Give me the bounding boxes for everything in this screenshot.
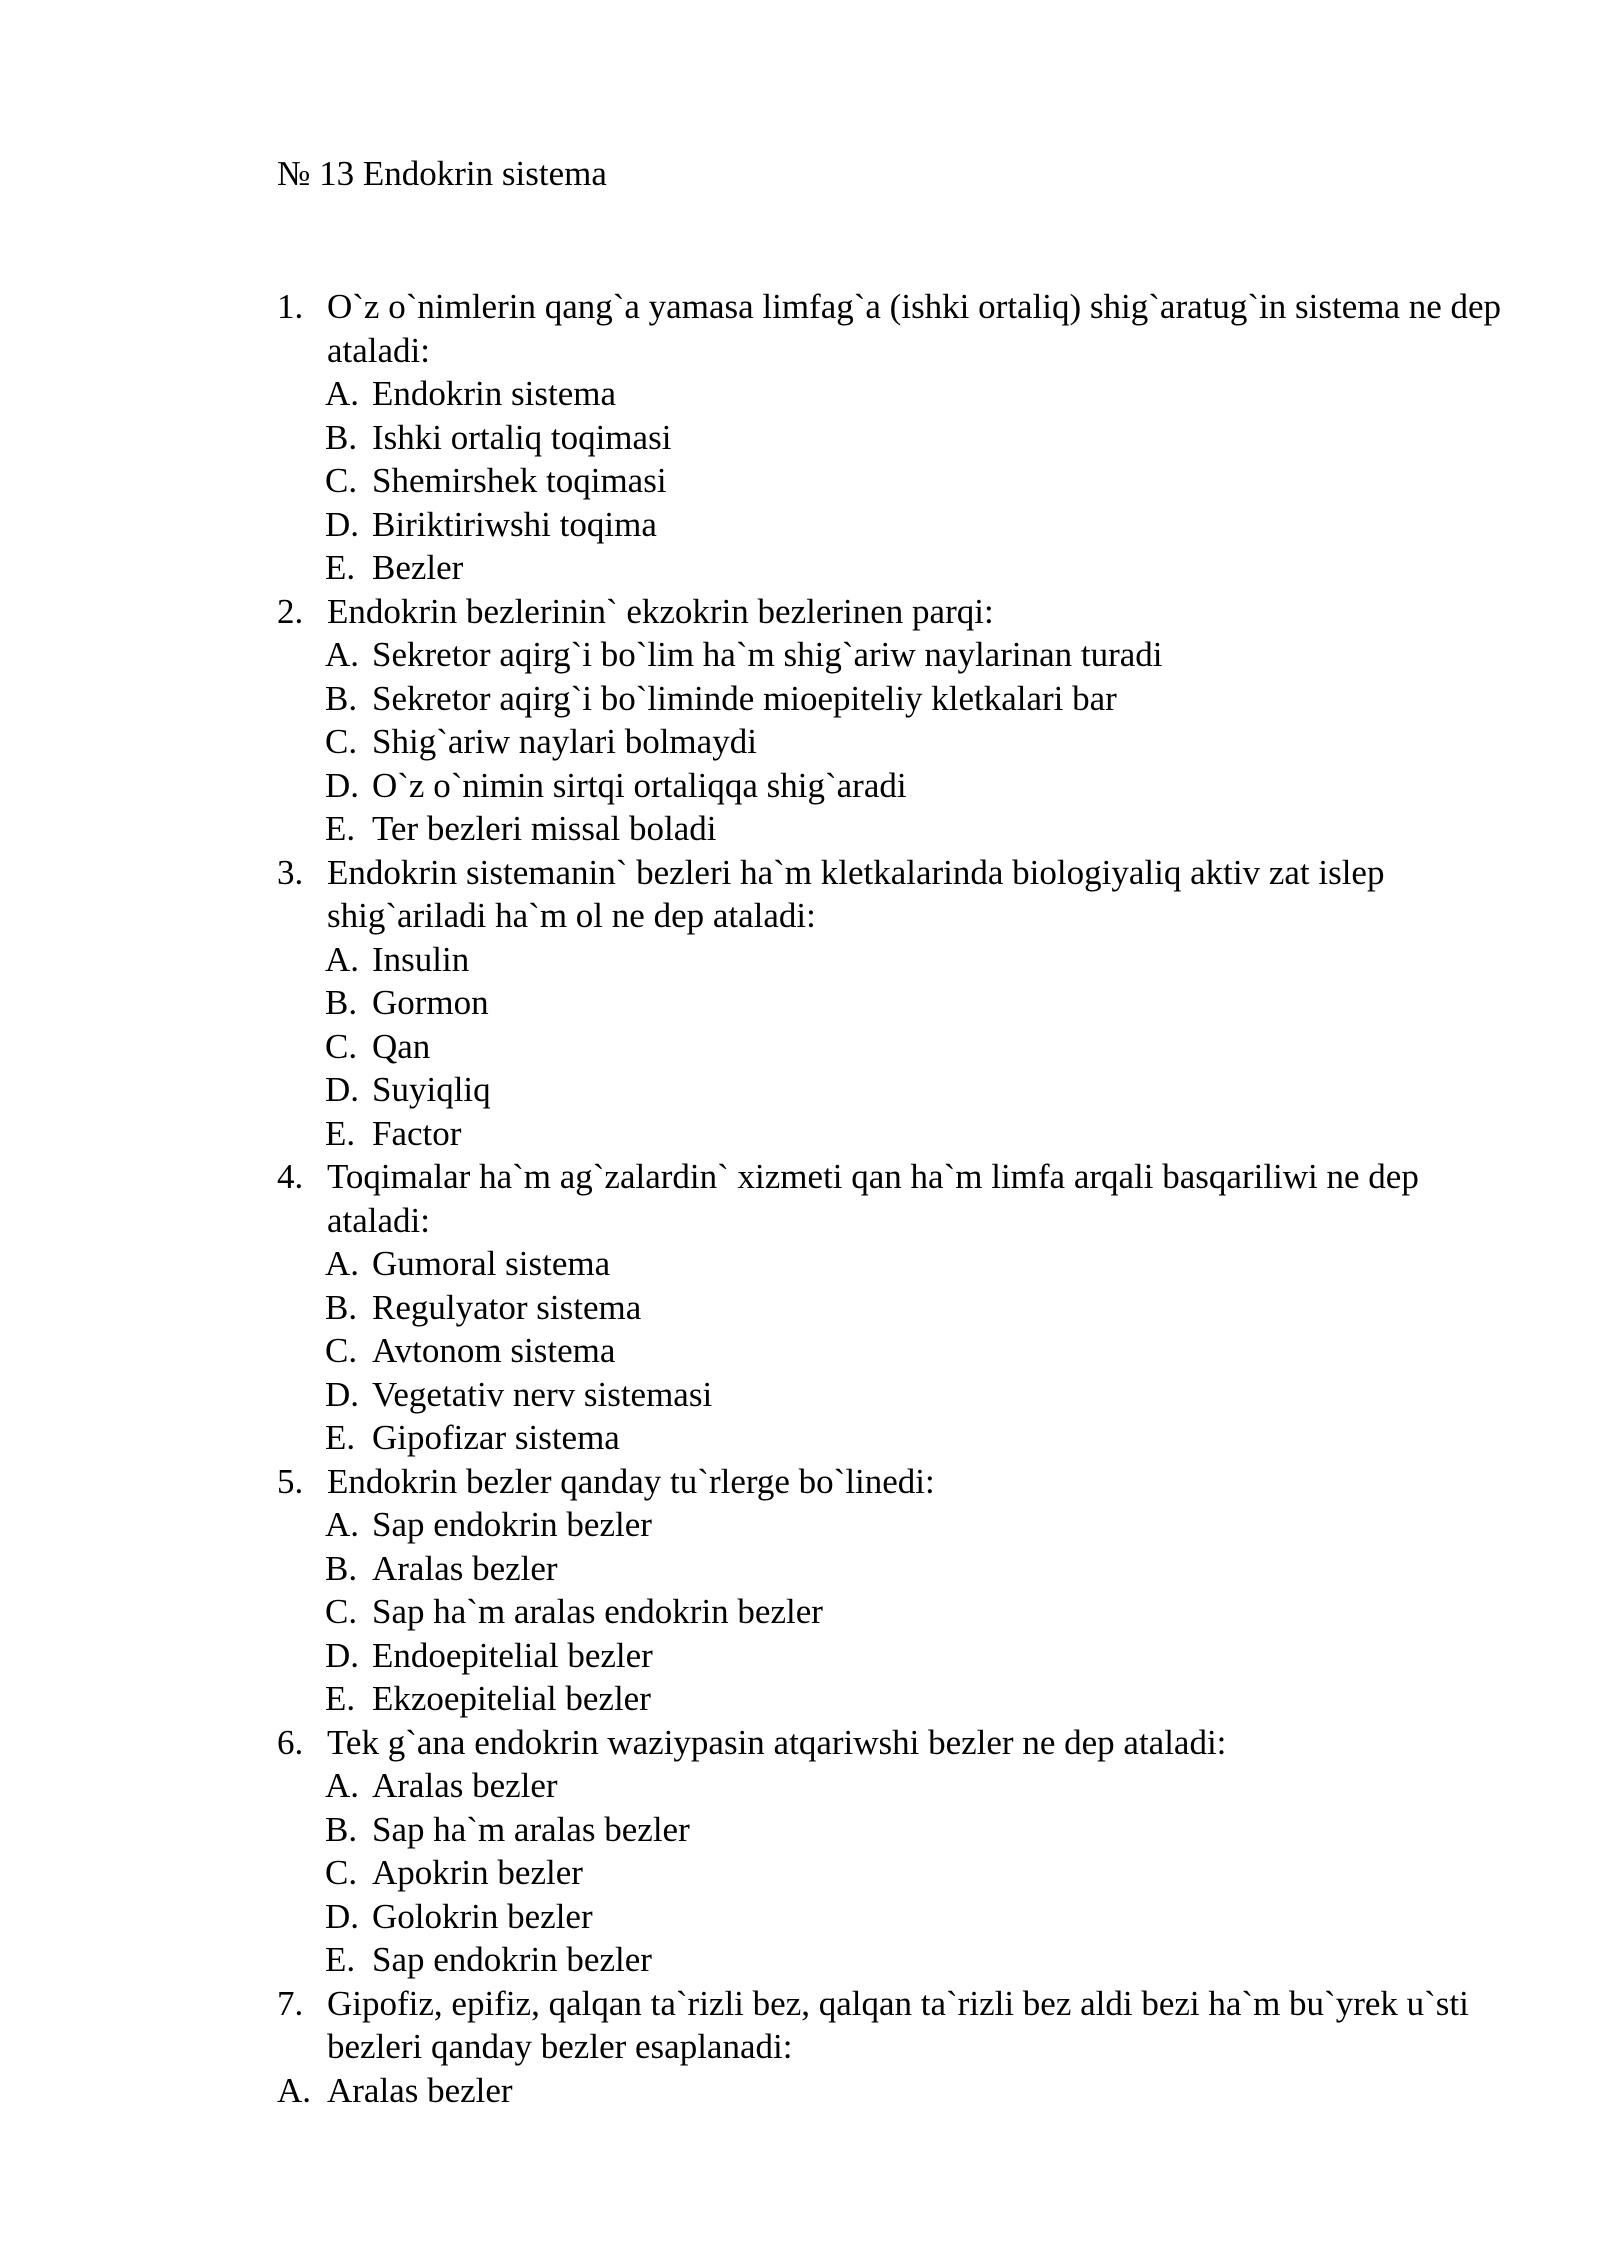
option-letter: D.: [325, 765, 360, 805]
question-2: [277, 590, 1507, 634]
option-text: O`z o`nimin sirtqi ortaliqqa shig`aradi: [372, 765, 907, 805]
question-number: 3.: [277, 852, 304, 892]
option-text: Factor: [372, 1113, 462, 1153]
option-letter: A.: [277, 2070, 312, 2110]
option-letter: A.: [325, 374, 360, 413]
answer-option: [325, 1634, 1507, 1678]
document-title: № 13 Endokrin sistema: [277, 154, 607, 193]
question-text: Endokrin bezler qanday tu`rlerge bo`linedi:: [327, 1461, 935, 1501]
answer-option: [325, 764, 1507, 808]
answer-option: [325, 720, 1507, 764]
option-letter: E.: [325, 1940, 356, 1979]
option-letter: A.: [325, 1244, 360, 1283]
option-letter: B.: [325, 678, 358, 718]
question-6: [277, 1721, 1507, 1765]
option-text: Suyiqliq: [372, 1070, 491, 1109]
option-text: Bezler: [372, 548, 464, 587]
answer-option: [325, 503, 1507, 547]
option-text: Sekretor aqirg`i bo`lim ha`m shig`ariw naylarinan turadi: [372, 635, 1163, 674]
option-letter: E.: [325, 1679, 356, 1718]
option-text: Ishki ortaliq toqimasi: [372, 417, 672, 457]
answer-option: [325, 1329, 1507, 1373]
answer-option: [325, 372, 1507, 416]
option-letter: A.: [325, 1766, 360, 1805]
option-text: Apokrin bezler: [372, 1853, 583, 1892]
option-letter: C.: [325, 1592, 358, 1631]
option-text: Gipofizar sistema: [372, 1418, 620, 1457]
option-text: Golokrin bezler: [372, 1896, 593, 1936]
answer-option: [325, 938, 1507, 982]
option-letter: D.: [325, 1635, 360, 1675]
option-text: Qan: [372, 1026, 431, 1066]
answer-option: [325, 1590, 1507, 1634]
question-number: 5.: [277, 1461, 304, 1501]
answer-option: [325, 981, 1507, 1025]
answer-option: [325, 1895, 1507, 1939]
question-text: Gipofiz, epifiz, qalqan ta`rizli bez, qalqan ta`rizli bez aldi bezi ha`m bu`yrek u`sti bezleri qanday bezler esaplanadi:: [327, 1983, 1469, 2066]
question-text: Tek g`ana endokrin waziypasin atqariwshi bezler ne dep ataladi:: [327, 1722, 1227, 1762]
option-letter: D.: [325, 1070, 360, 1109]
option-letter: C.: [325, 1853, 358, 1892]
question-number: 1.: [277, 287, 304, 326]
question-text: Toqimalar ha`m ag`zalardin` xizmeti qan ha`m limfa arqali basqariliwi ne dep ataladi:: [327, 1157, 1419, 1240]
answer-option: [325, 1764, 1507, 1808]
option-text: Aralas bezler: [327, 2070, 513, 2110]
option-letter: C.: [325, 1026, 358, 1066]
answer-option: [325, 1503, 1507, 1547]
question-text: Endokrin sistemanin` bezleri ha`m kletkalarinda biologiyaliq aktiv zat islep shig`ariladi ha`m ol ne dep ataladi:: [327, 852, 1385, 935]
answer-option: [277, 2069, 1507, 2113]
option-letter: A.: [325, 1505, 360, 1544]
option-text: Endokrin sistema: [372, 374, 616, 413]
option-letter: E.: [325, 1418, 356, 1457]
option-letter: D.: [325, 1896, 360, 1936]
option-letter: E.: [325, 548, 356, 587]
question-number: 7.: [277, 1983, 304, 2023]
option-letter: B.: [325, 983, 358, 1022]
option-text: Gumoral sistema: [372, 1244, 611, 1283]
answer-option: [325, 1677, 1507, 1721]
question-3: [277, 851, 1507, 938]
option-text: Ekzoepitelial bezler: [372, 1679, 651, 1718]
option-letter: B.: [325, 1287, 358, 1327]
option-text: Gormon: [372, 983, 489, 1022]
answer-option: [325, 633, 1507, 677]
option-text: Avtonom sistema: [372, 1331, 616, 1370]
option-letter: B.: [325, 417, 358, 457]
option-letter: B.: [325, 1809, 358, 1849]
option-letter: E.: [325, 1113, 356, 1153]
option-text: Shig`ariw naylari bolmaydi: [372, 722, 757, 761]
option-letter: C.: [325, 1331, 358, 1370]
option-text: Aralas bezler: [372, 1766, 558, 1805]
question-7: [277, 1982, 1507, 2069]
question-number: 4.: [277, 1157, 304, 1196]
answer-option: [325, 677, 1507, 721]
option-letter: E.: [325, 809, 356, 848]
option-text: Shemirshek toqimasi: [372, 461, 667, 500]
answer-option: [325, 546, 1507, 590]
option-text: Aralas bezler: [372, 1548, 558, 1588]
option-text: Regulyator sistema: [372, 1287, 642, 1327]
answer-option: [325, 1938, 1507, 1982]
answer-option: [325, 1373, 1507, 1417]
question-5: [277, 1460, 1507, 1504]
question-number: 6.: [277, 1722, 304, 1762]
option-letter: A.: [325, 635, 360, 674]
question-list: [277, 285, 1507, 2112]
answer-option: [325, 459, 1507, 503]
option-letter: C.: [325, 461, 358, 500]
question-1: [277, 285, 1507, 372]
option-letter: C.: [325, 722, 358, 761]
answer-option: [325, 1547, 1507, 1591]
option-letter: A.: [325, 939, 360, 979]
answer-option: [325, 807, 1507, 851]
answer-option: [325, 1808, 1507, 1852]
option-text: Vegetativ nerv sistemasi: [372, 1374, 713, 1414]
option-text: Sekretor aqirg`i bo`liminde mioepiteliy kletkalari bar: [372, 678, 1117, 718]
option-text: Ter bezleri missal boladi: [372, 809, 717, 848]
option-text: Sap endokrin bezler: [372, 1940, 652, 1979]
option-text: Endoepitelial bezler: [372, 1635, 653, 1675]
answer-option: [325, 1112, 1507, 1156]
question-text: Endokrin bezlerinin` ekzokrin bezlerinen parqi:: [327, 591, 994, 631]
option-text: Biriktiriwshi toqima: [372, 504, 657, 544]
question-number: 2.: [277, 591, 304, 631]
option-letter: D.: [325, 504, 360, 544]
question-4: [277, 1155, 1507, 1242]
option-letter: D.: [325, 1374, 360, 1414]
option-letter: B.: [325, 1548, 358, 1588]
option-text: Sap endokrin bezler: [372, 1505, 652, 1544]
answer-option: [325, 1286, 1507, 1330]
answer-option: [325, 1851, 1507, 1895]
answer-option: [325, 416, 1507, 460]
question-text: O`z o`nimlerin qang`a yamasa limfag`a (ishki ortaliq) shig`aratug`in sistema ne dep ataladi:: [327, 287, 1502, 370]
answer-option: [325, 1025, 1507, 1069]
answer-option: [325, 1416, 1507, 1460]
option-text: Insulin: [372, 939, 470, 979]
option-text: Sap ha`m aralas bezler: [372, 1809, 690, 1849]
option-text: Sap ha`m aralas endokrin bezler: [372, 1592, 823, 1631]
answer-option: [325, 1242, 1507, 1286]
answer-option: [325, 1068, 1507, 1112]
